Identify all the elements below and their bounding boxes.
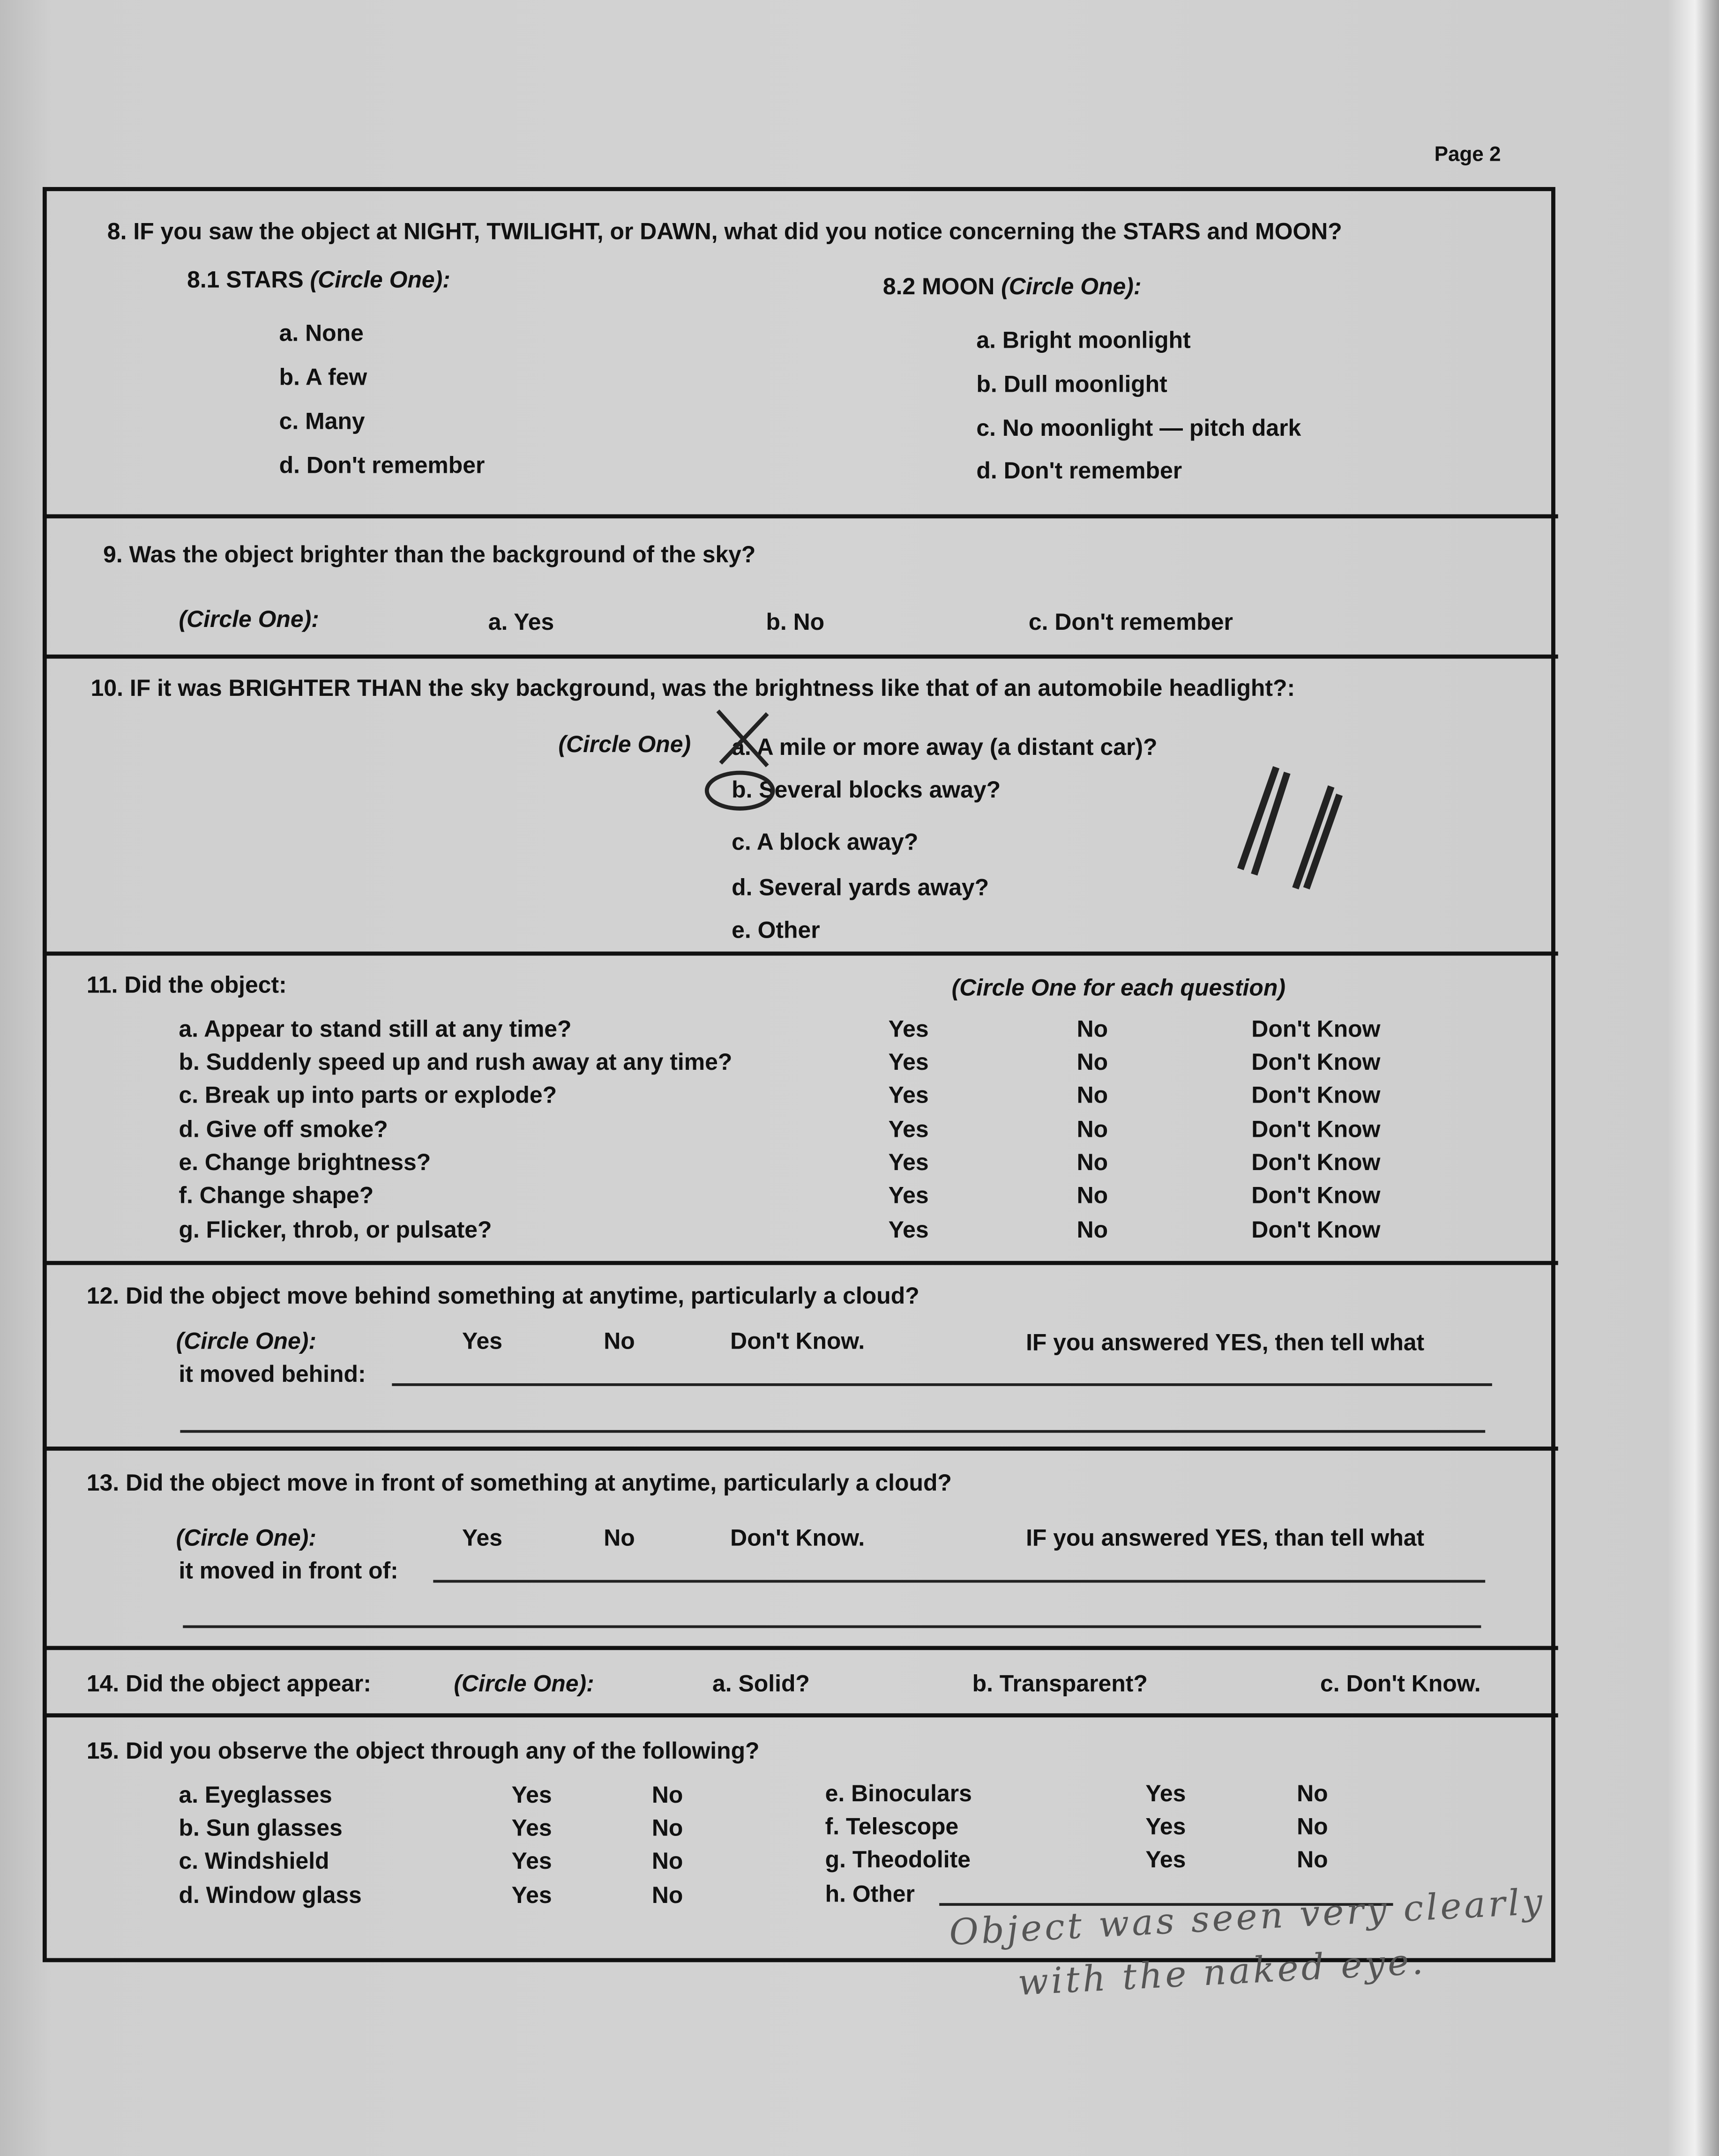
q11-dont-know-option[interactable]: Don't Know [1251, 1116, 1381, 1143]
q15-yes-option[interactable]: Yes [511, 1815, 552, 1842]
q15-yes-option[interactable]: Yes [1145, 1813, 1186, 1840]
q10-option[interactable]: b. Several blocks away? [732, 776, 1001, 803]
q11-dont-know-option[interactable]: Don't Know [1251, 1149, 1381, 1176]
q15-yes-option[interactable]: Yes [1145, 1846, 1186, 1873]
q15-item: g. Theodolite [825, 1846, 971, 1873]
q15-item: e. Binoculars [825, 1781, 972, 1807]
q15-item: a. Eyeglasses [179, 1782, 332, 1808]
divider [43, 514, 1558, 518]
q15-yes-option[interactable]: Yes [1145, 1781, 1186, 1807]
stars-option[interactable]: a. None [279, 320, 364, 347]
q11-yes-option[interactable]: Yes [888, 1016, 929, 1043]
q11-dont-know-option[interactable]: Don't Know [1251, 1182, 1381, 1209]
q11-yes-option[interactable]: Yes [888, 1049, 929, 1075]
q11-item: b. Suddenly speed up and rush away at any time? [179, 1049, 732, 1075]
moon-option[interactable]: b. Dull moonlight [976, 371, 1167, 398]
stars-heading [187, 265, 450, 296]
q15-item: h. Other [825, 1881, 915, 1908]
q11-yes-option[interactable]: Yes [888, 1116, 929, 1143]
q11-dont-know-option[interactable]: Don't Know [1251, 1049, 1381, 1075]
divider [43, 1713, 1558, 1717]
q13-answer-line[interactable] [183, 1625, 1481, 1628]
q13-if-yes: IF you answered YES, than tell what [1026, 1525, 1425, 1552]
q10-title: 10. IF it was BRIGHTER THAN the sky background, was the brightness like that of an automobile headlight?: [90, 675, 1295, 701]
q15-yes-option[interactable]: Yes [511, 1782, 552, 1808]
q15-no-option[interactable]: No [651, 1782, 683, 1808]
q11-item: f. Change shape? [179, 1182, 374, 1209]
q12-title: 12. Did the object move behind something at anytime, particularly a cloud? [86, 1283, 919, 1309]
q13-dont-know[interactable]: Don't Know. [730, 1525, 865, 1552]
moon-instruction: (Circle One): [1001, 273, 1142, 300]
q15-item: c. Windshield [179, 1848, 329, 1874]
q9-instruction: (Circle One): [179, 606, 319, 633]
stars-label: 8.1 STARS [187, 267, 310, 293]
q12-answer-line[interactable] [392, 1383, 1492, 1386]
q11-yes-option[interactable]: Yes [888, 1182, 929, 1209]
q14-instruction: (Circle One): [454, 1671, 594, 1697]
q11-dont-know-option[interactable]: Don't Know [1251, 1216, 1381, 1243]
q11-no-option[interactable]: No [1076, 1116, 1108, 1143]
q14-option[interactable]: a. Solid? [712, 1671, 810, 1697]
stars-option[interactable]: b. A few [279, 364, 367, 391]
q15-item: b. Sun glasses [179, 1815, 343, 1842]
q12-if-yes: IF you answered YES, then tell what [1026, 1329, 1425, 1356]
q10-instruction: (Circle One) [558, 731, 691, 758]
handwritten-note-line: with the naked eye. [1016, 1942, 1427, 2005]
q15-no-option[interactable]: No [1297, 1813, 1328, 1840]
q13-yes[interactable]: Yes [462, 1525, 502, 1552]
q11-item: e. Change brightness? [179, 1149, 431, 1176]
q11-item: d. Give off smoke? [179, 1116, 388, 1143]
stars-option[interactable]: d. Don't remember [279, 452, 485, 479]
q11-item: g. Flicker, throb, or pulsate? [179, 1216, 492, 1243]
divider [43, 655, 1558, 659]
q14-option[interactable]: b. Transparent? [972, 1671, 1148, 1697]
moon-heading [883, 272, 1142, 303]
q10-option[interactable]: c. A block away? [732, 829, 919, 856]
q15-no-option[interactable]: No [1297, 1781, 1328, 1807]
divider [43, 1447, 1558, 1451]
q9-option[interactable]: b. No [766, 609, 825, 635]
q15-no-option[interactable]: No [651, 1848, 683, 1874]
q12-followup-label: it moved behind: [179, 1361, 366, 1388]
q15-item: f. Telescope [825, 1813, 959, 1840]
q12-dont-know[interactable]: Don't Know. [730, 1328, 865, 1355]
q15-no-option[interactable]: No [651, 1882, 683, 1909]
q11-no-option[interactable]: No [1076, 1216, 1108, 1243]
q11-yes-option[interactable]: Yes [888, 1082, 929, 1109]
pen-marks-selection [688, 694, 798, 818]
q12-instruction: (Circle One): [176, 1328, 317, 1355]
q13-no[interactable]: No [604, 1525, 635, 1552]
q14-title: 14. Did the object appear: [86, 1671, 371, 1697]
handwritten-note-line: Object was seen very clearly [948, 1882, 1547, 1955]
q11-yes-option[interactable]: Yes [888, 1216, 929, 1243]
q15-yes-option[interactable]: Yes [511, 1882, 552, 1909]
moon-option[interactable]: c. No moonlight — pitch dark [976, 415, 1301, 441]
divider [43, 952, 1558, 956]
q11-dont-know-option[interactable]: Don't Know [1251, 1082, 1381, 1109]
q13-answer-line[interactable] [433, 1580, 1485, 1583]
q9-title: 9. Was the object brighter than the background of the sky? [103, 542, 756, 568]
q11-no-option[interactable]: No [1076, 1182, 1108, 1209]
q14-option[interactable]: c. Don't Know. [1320, 1671, 1481, 1697]
q11-item: a. Appear to stand still at any time? [179, 1016, 572, 1043]
q15-title: 15. Did you observe the object through any of the following? [86, 1738, 760, 1764]
q10-option[interactable]: a. A mile or more away (a distant car)? [732, 734, 1158, 761]
page-number: Page 2 [1434, 143, 1501, 167]
divider [43, 1646, 1558, 1650]
q13-instruction: (Circle One): [176, 1525, 317, 1552]
moon-label: 8.2 MOON [882, 273, 1002, 300]
q11-no-option[interactable]: No [1076, 1016, 1108, 1043]
q12-yes[interactable]: Yes [462, 1328, 502, 1355]
q11-yes-option[interactable]: Yes [888, 1149, 929, 1176]
moon-option[interactable]: a. Bright moonlight [976, 327, 1191, 354]
q12-answer-line[interactable] [180, 1430, 1485, 1433]
q15-no-option[interactable]: No [1297, 1846, 1328, 1873]
q10-option[interactable]: e. Other [732, 917, 820, 943]
q8-title: 8. IF you saw the object at NIGHT, TWILIGHT, or DAWN, what did you notice concerning the STARS and MOON? [107, 218, 1342, 245]
q11-no-option[interactable]: No [1076, 1082, 1108, 1109]
q11-no-option[interactable]: No [1076, 1149, 1108, 1176]
q15-yes-option[interactable]: Yes [511, 1848, 552, 1874]
moon-option[interactable]: d. Don't remember [976, 458, 1182, 484]
q11-dont-know-option[interactable]: Don't Know [1251, 1016, 1381, 1043]
stars-instruction: (Circle One): [310, 267, 450, 293]
divider [43, 1261, 1558, 1265]
q11-instruction: (Circle One for each question) [951, 975, 1286, 1001]
q11-item: c. Break up into parts or explode? [179, 1082, 557, 1109]
q9-option[interactable]: a. Yes [488, 609, 554, 635]
q10-option[interactable]: d. Several yards away? [732, 874, 989, 901]
q13-title: 13. Did the object move in front of something at anytime, particularly a cloud? [86, 1470, 952, 1496]
stars-option[interactable]: c. Many [279, 408, 365, 435]
q13-followup-label: it moved in front of: [179, 1558, 398, 1584]
q15-no-option[interactable]: No [651, 1815, 683, 1842]
q11-title: 11. Did the object: [86, 972, 287, 999]
q15-item: d. Window glass [179, 1882, 362, 1909]
pen-hatch-marks [1210, 756, 1361, 894]
q11-no-option[interactable]: No [1076, 1049, 1108, 1075]
q9-option[interactable]: c. Don't remember [1028, 609, 1233, 635]
q12-no[interactable]: No [604, 1328, 635, 1355]
